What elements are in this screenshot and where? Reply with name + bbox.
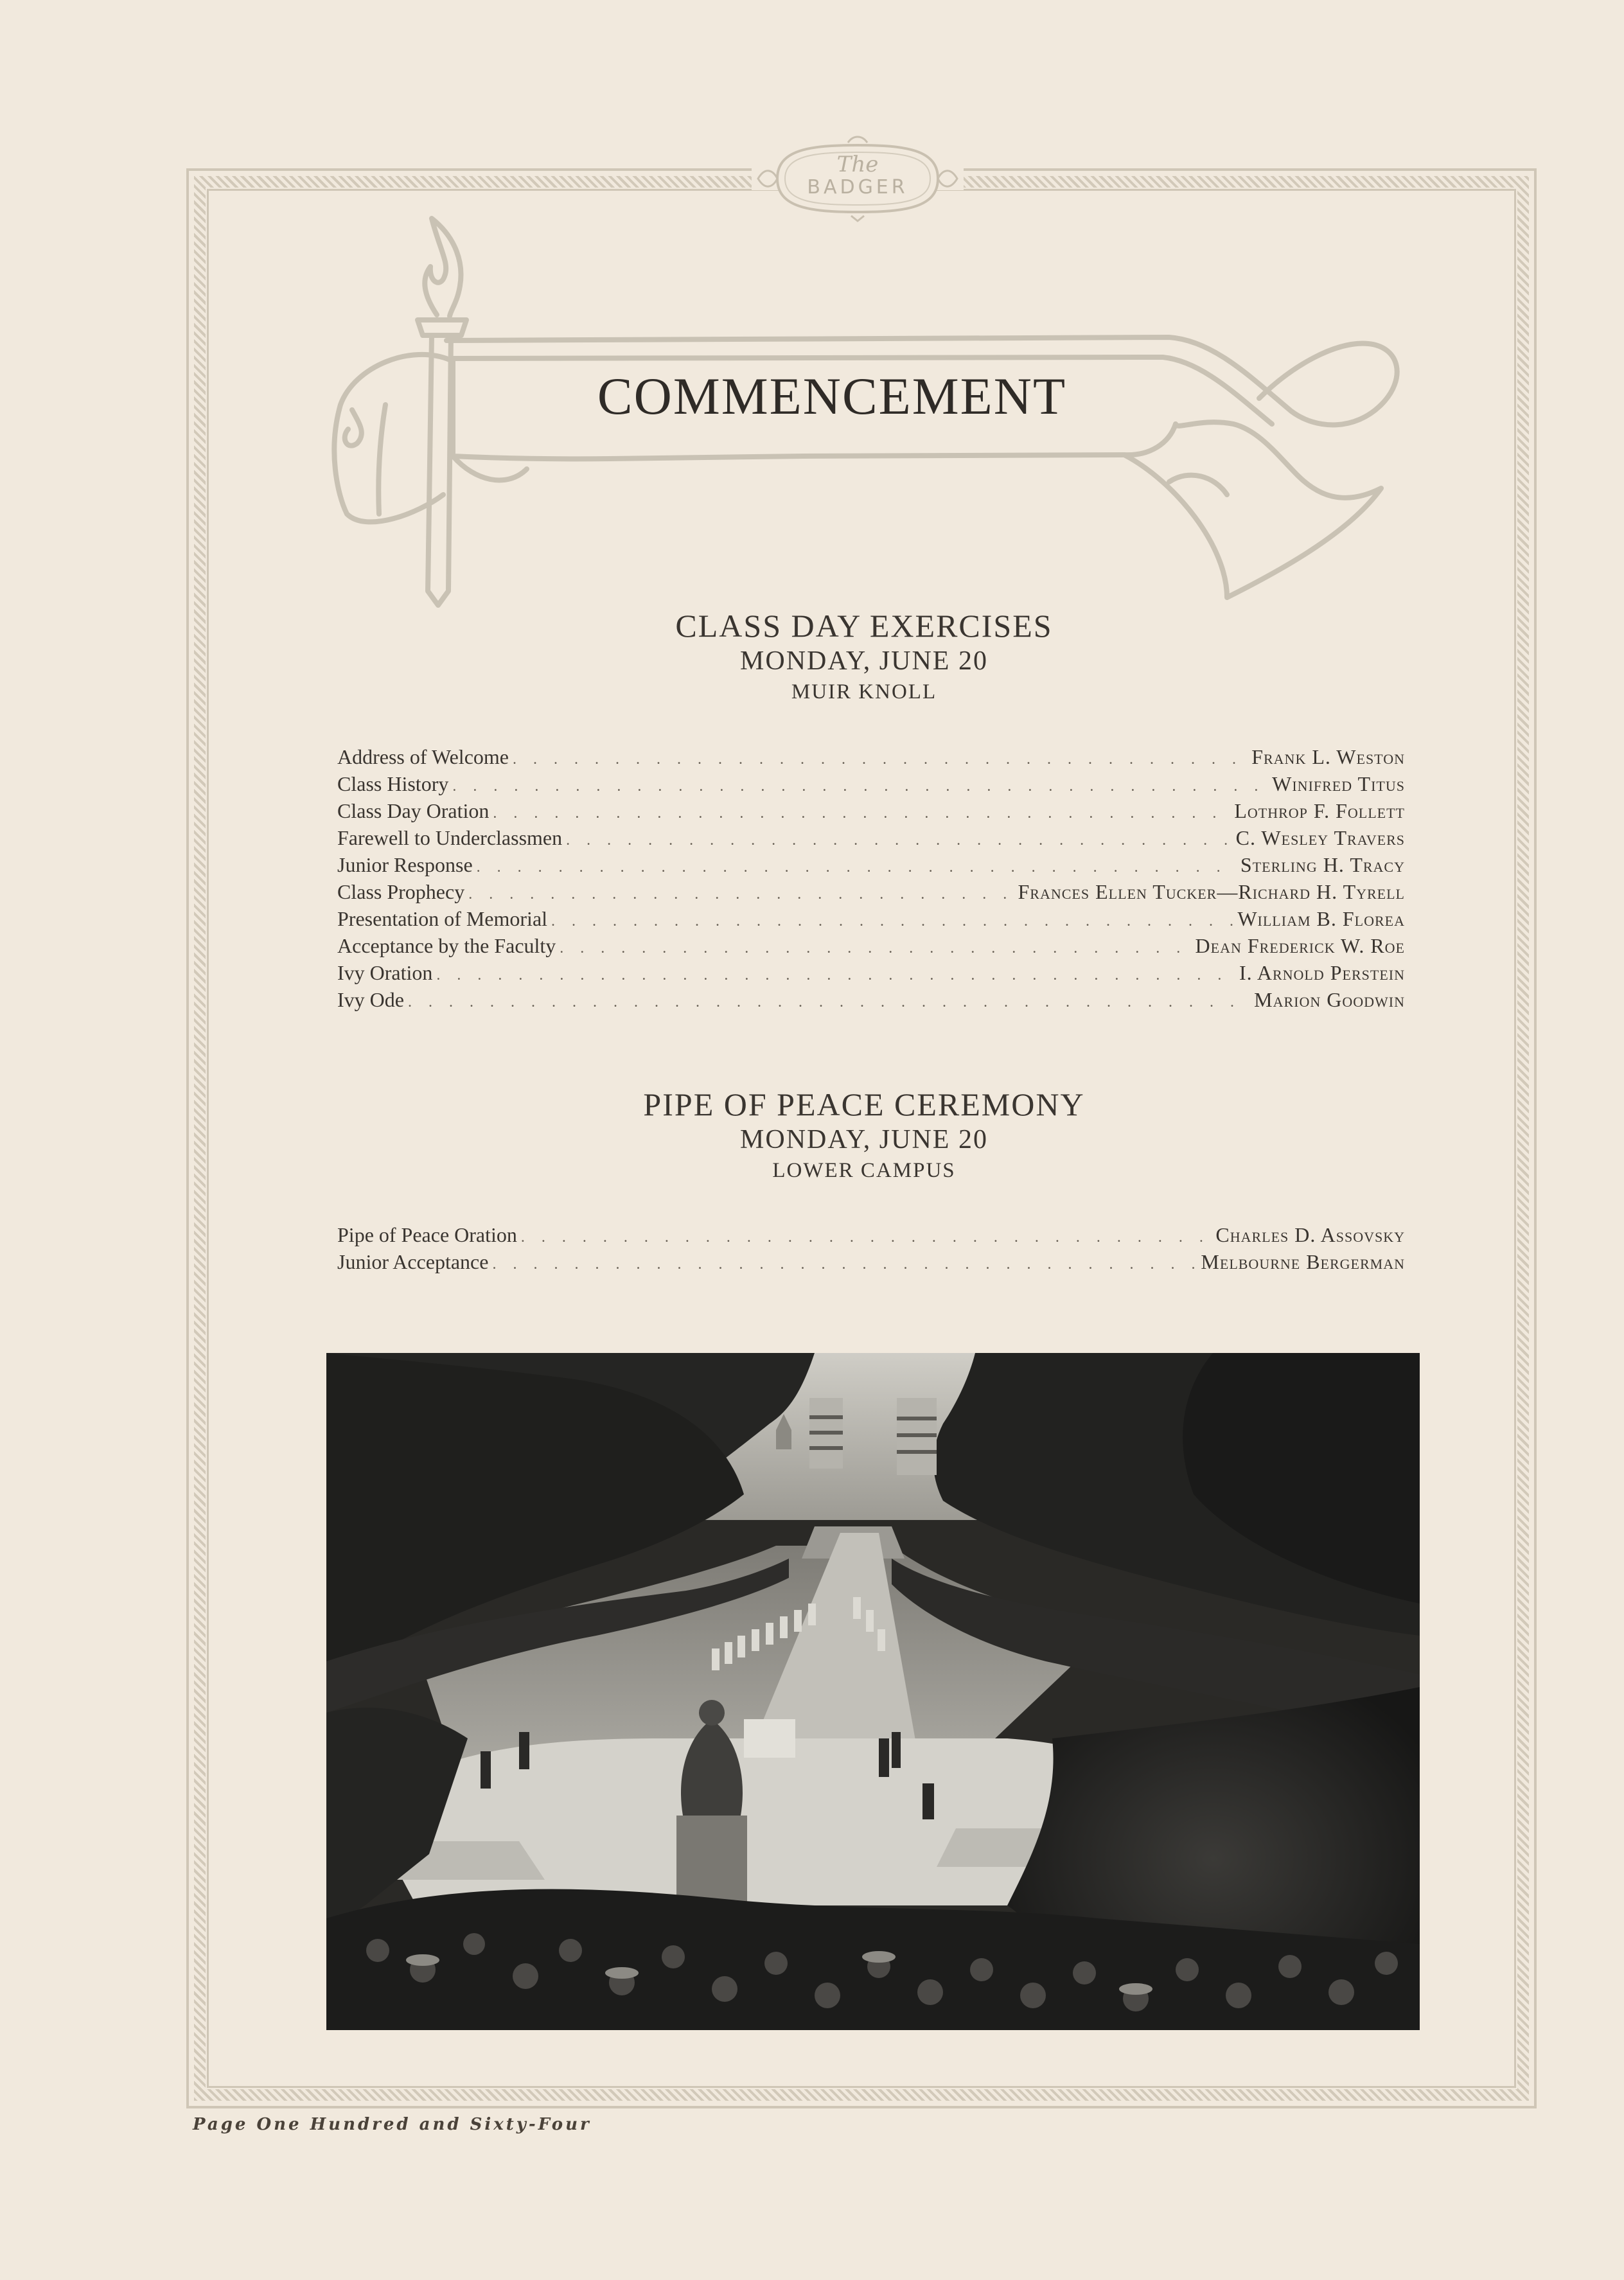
program-row — [337, 745, 1405, 772]
class-day-title: CLASS DAY EXERCISES — [675, 608, 1053, 644]
leader-dots — [566, 832, 1232, 849]
program-role: Address of Welcome — [337, 745, 509, 768]
program-role: Ivy Oration — [337, 961, 433, 984]
cartouche-the: The — [836, 152, 879, 177]
program-person: William B. Florea — [1237, 907, 1405, 930]
pipe-of-peace-header — [225, 1086, 1503, 1183]
leader-dots — [452, 778, 1268, 795]
class-day-program — [337, 745, 1405, 1015]
ceremony-photograph — [326, 1353, 1420, 2030]
program-role: Farewell to Underclassmen — [337, 826, 563, 849]
program-person: Sterling H. Tracy — [1240, 853, 1405, 876]
program-role: Junior Response — [337, 853, 473, 876]
program-person: Dean Frederick W. Roe — [1195, 934, 1405, 957]
program-role: Junior Acceptance — [337, 1250, 489, 1273]
program-person: Marion Goodwin — [1254, 988, 1405, 1011]
leader-dots — [560, 940, 1191, 957]
program-person: Melbourne Bergerman — [1201, 1250, 1405, 1273]
pipe-of-peace-program — [337, 1223, 1405, 1277]
leader-dots — [521, 1229, 1212, 1246]
class-day-header — [225, 607, 1503, 704]
program-row — [337, 772, 1405, 799]
class-day-place: MUIR KNOLL — [791, 680, 937, 703]
program-row — [337, 907, 1405, 934]
program-person: Charles D. Assovsky — [1215, 1223, 1405, 1246]
page-title: COMMENCEMENT — [597, 367, 1067, 425]
leader-dots — [551, 913, 1233, 930]
badger-cartouche — [752, 134, 964, 224]
program-person: Lothrop F. Follett — [1234, 799, 1405, 822]
leader-dots — [408, 994, 1250, 1011]
program-role: Presentation of Memorial — [337, 907, 548, 930]
program-role: Class Day Oration — [337, 799, 490, 822]
pipe-of-peace-title: PIPE OF PEACE CEREMONY — [643, 1086, 1085, 1122]
leader-dots — [493, 805, 1230, 822]
leader-dots — [492, 1256, 1197, 1273]
ceremony-photo-art — [326, 1353, 1420, 2030]
program-row — [337, 853, 1405, 880]
program-row — [337, 988, 1405, 1015]
leader-dots — [513, 751, 1248, 768]
class-day-date: MONDAY, JUNE 20 — [740, 646, 988, 676]
pipe-of-peace-place: LOWER CAMPUS — [772, 1159, 956, 1182]
program-person: Winifred Titus — [1272, 772, 1405, 795]
program-person: Frank L. Weston — [1251, 745, 1405, 768]
leader-dots — [468, 886, 1014, 903]
program-role: Class History — [337, 772, 449, 795]
page-number-footer: Page One Hundred and Sixty-Four — [193, 2115, 592, 2134]
program-person: C. Wesley Travers — [1235, 826, 1405, 849]
pipe-of-peace-date: MONDAY, JUNE 20 — [740, 1125, 988, 1154]
cartouche-badger: BADGER — [807, 176, 908, 199]
program-person: Frances Ellen Tucker—Richard H. Tyrell — [1018, 880, 1405, 903]
program-row — [337, 934, 1405, 961]
program-row — [337, 1250, 1405, 1277]
leader-dots — [436, 967, 1235, 984]
program-role: Acceptance by the Faculty — [337, 934, 556, 957]
program-row — [337, 880, 1405, 907]
program-row — [337, 799, 1405, 826]
program-role: Ivy Ode — [337, 988, 404, 1011]
program-row — [337, 1223, 1405, 1250]
program-role: Class Prophecy — [337, 880, 465, 903]
program-person: I. Arnold Perstein — [1239, 961, 1405, 984]
program-row — [337, 961, 1405, 988]
program-role: Pipe of Peace Oration — [337, 1223, 517, 1246]
program-row — [337, 826, 1405, 853]
leader-dots — [477, 859, 1237, 876]
